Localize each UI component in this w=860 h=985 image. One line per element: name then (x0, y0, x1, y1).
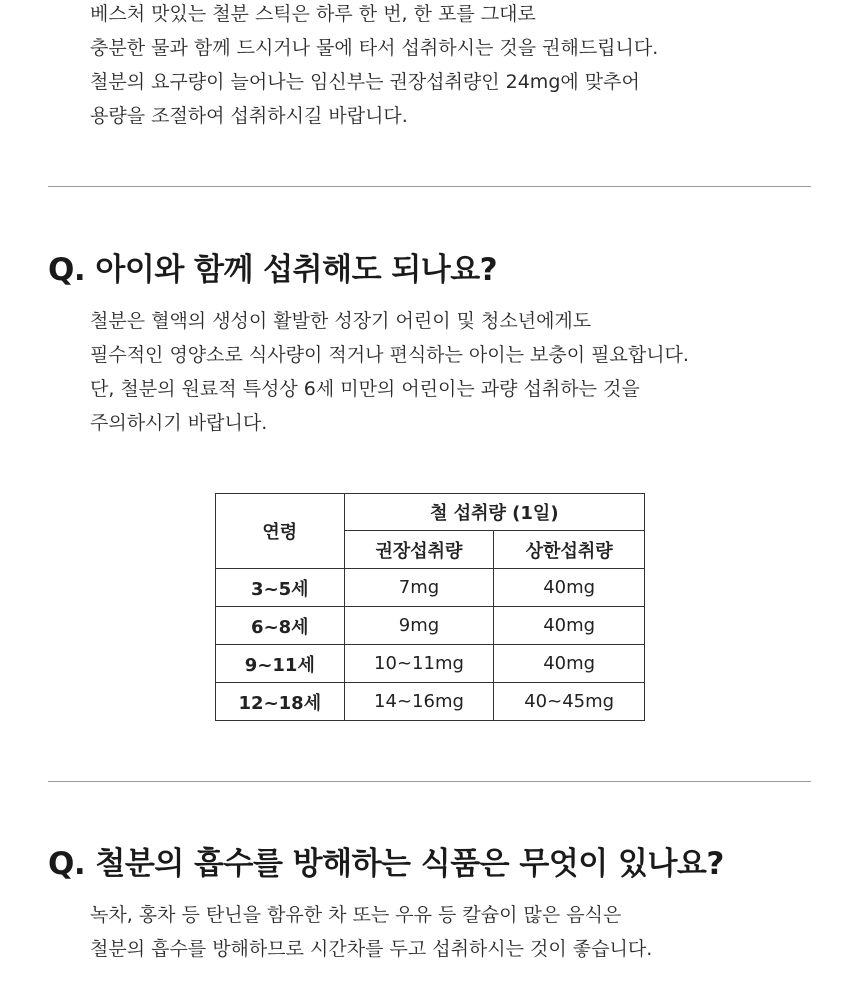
age-cell: 6~8세 (216, 607, 345, 645)
intro-line-4: 용량을 조절하여 섭취하시길 바랍니다. (90, 105, 408, 127)
upper-limit-cell: 40mg (494, 569, 645, 607)
table-row (216, 683, 645, 721)
intro-paragraph (90, 0, 658, 133)
answer-line-1: 철분은 혈액의 생성이 활발한 성장기 어린이 및 청소년에게도 (90, 310, 592, 332)
answer-line-1: 녹차, 홍차 등 탄닌을 함유한 차 또는 우유 등 칼슘이 많은 음식은 (90, 904, 622, 926)
intro-line-1: 베스처 맛있는 철분 스틱은 하루 한 번, 한 포를 그대로 (90, 3, 536, 25)
answer-line-3: 단, 철분의 원료적 특성상 6세 미만의 어린이는 과량 섭취하는 것을 (90, 378, 640, 400)
table-row (216, 569, 645, 607)
question-title-child-intake: Q. 아이와 함께 섭취해도 되나요? (48, 252, 498, 288)
upper-limit-cell: 40~45mg (494, 683, 645, 721)
answer-paragraph-absorption (90, 898, 652, 966)
intro-line-2: 충분한 물과 함께 드시거나 물에 타서 섭취하시는 것을 권해드립니다. (90, 37, 659, 59)
answer-line-2: 철분의 흡수를 방해하므로 시간차를 두고 섭취하시는 것이 좋습니다. (90, 938, 653, 960)
answer-line-2: 필수적인 영양소로 식사량이 적거나 편식하는 아이는 보충이 필요합니다. (90, 344, 689, 366)
recommended-cell: 9mg (344, 607, 494, 645)
age-cell: 3~5세 (216, 569, 345, 607)
upper-limit-header: 상한섭취량 (494, 531, 645, 569)
table-row (216, 645, 645, 683)
age-header: 연령 (216, 494, 345, 569)
age-cell: 12~18세 (216, 683, 345, 721)
age-cell: 9~11세 (216, 645, 345, 683)
divider-2 (48, 781, 811, 782)
intake-group-header: 철 섭취량 (1일) (344, 494, 644, 531)
table-row (216, 607, 645, 645)
upper-limit-cell: 40mg (494, 645, 645, 683)
iron-intake-table (215, 493, 645, 721)
intro-line-3: 철분의 요구량이 늘어나는 임신부는 권장섭취량인 24mg에 맞추어 (90, 71, 640, 93)
divider-1 (48, 186, 811, 187)
upper-limit-cell: 40mg (494, 607, 645, 645)
recommended-cell: 7mg (344, 569, 494, 607)
answer-paragraph-child-intake (90, 304, 689, 440)
recommended-header: 권장섭취량 (344, 531, 494, 569)
recommended-cell: 14~16mg (344, 683, 494, 721)
recommended-cell: 10~11mg (344, 645, 494, 683)
answer-line-4: 주의하시기 바랍니다. (90, 412, 268, 434)
table-header-row (216, 494, 645, 531)
question-title-absorption: Q. 철분의 흡수를 방해하는 식품은 무엇이 있나요? (48, 846, 724, 882)
